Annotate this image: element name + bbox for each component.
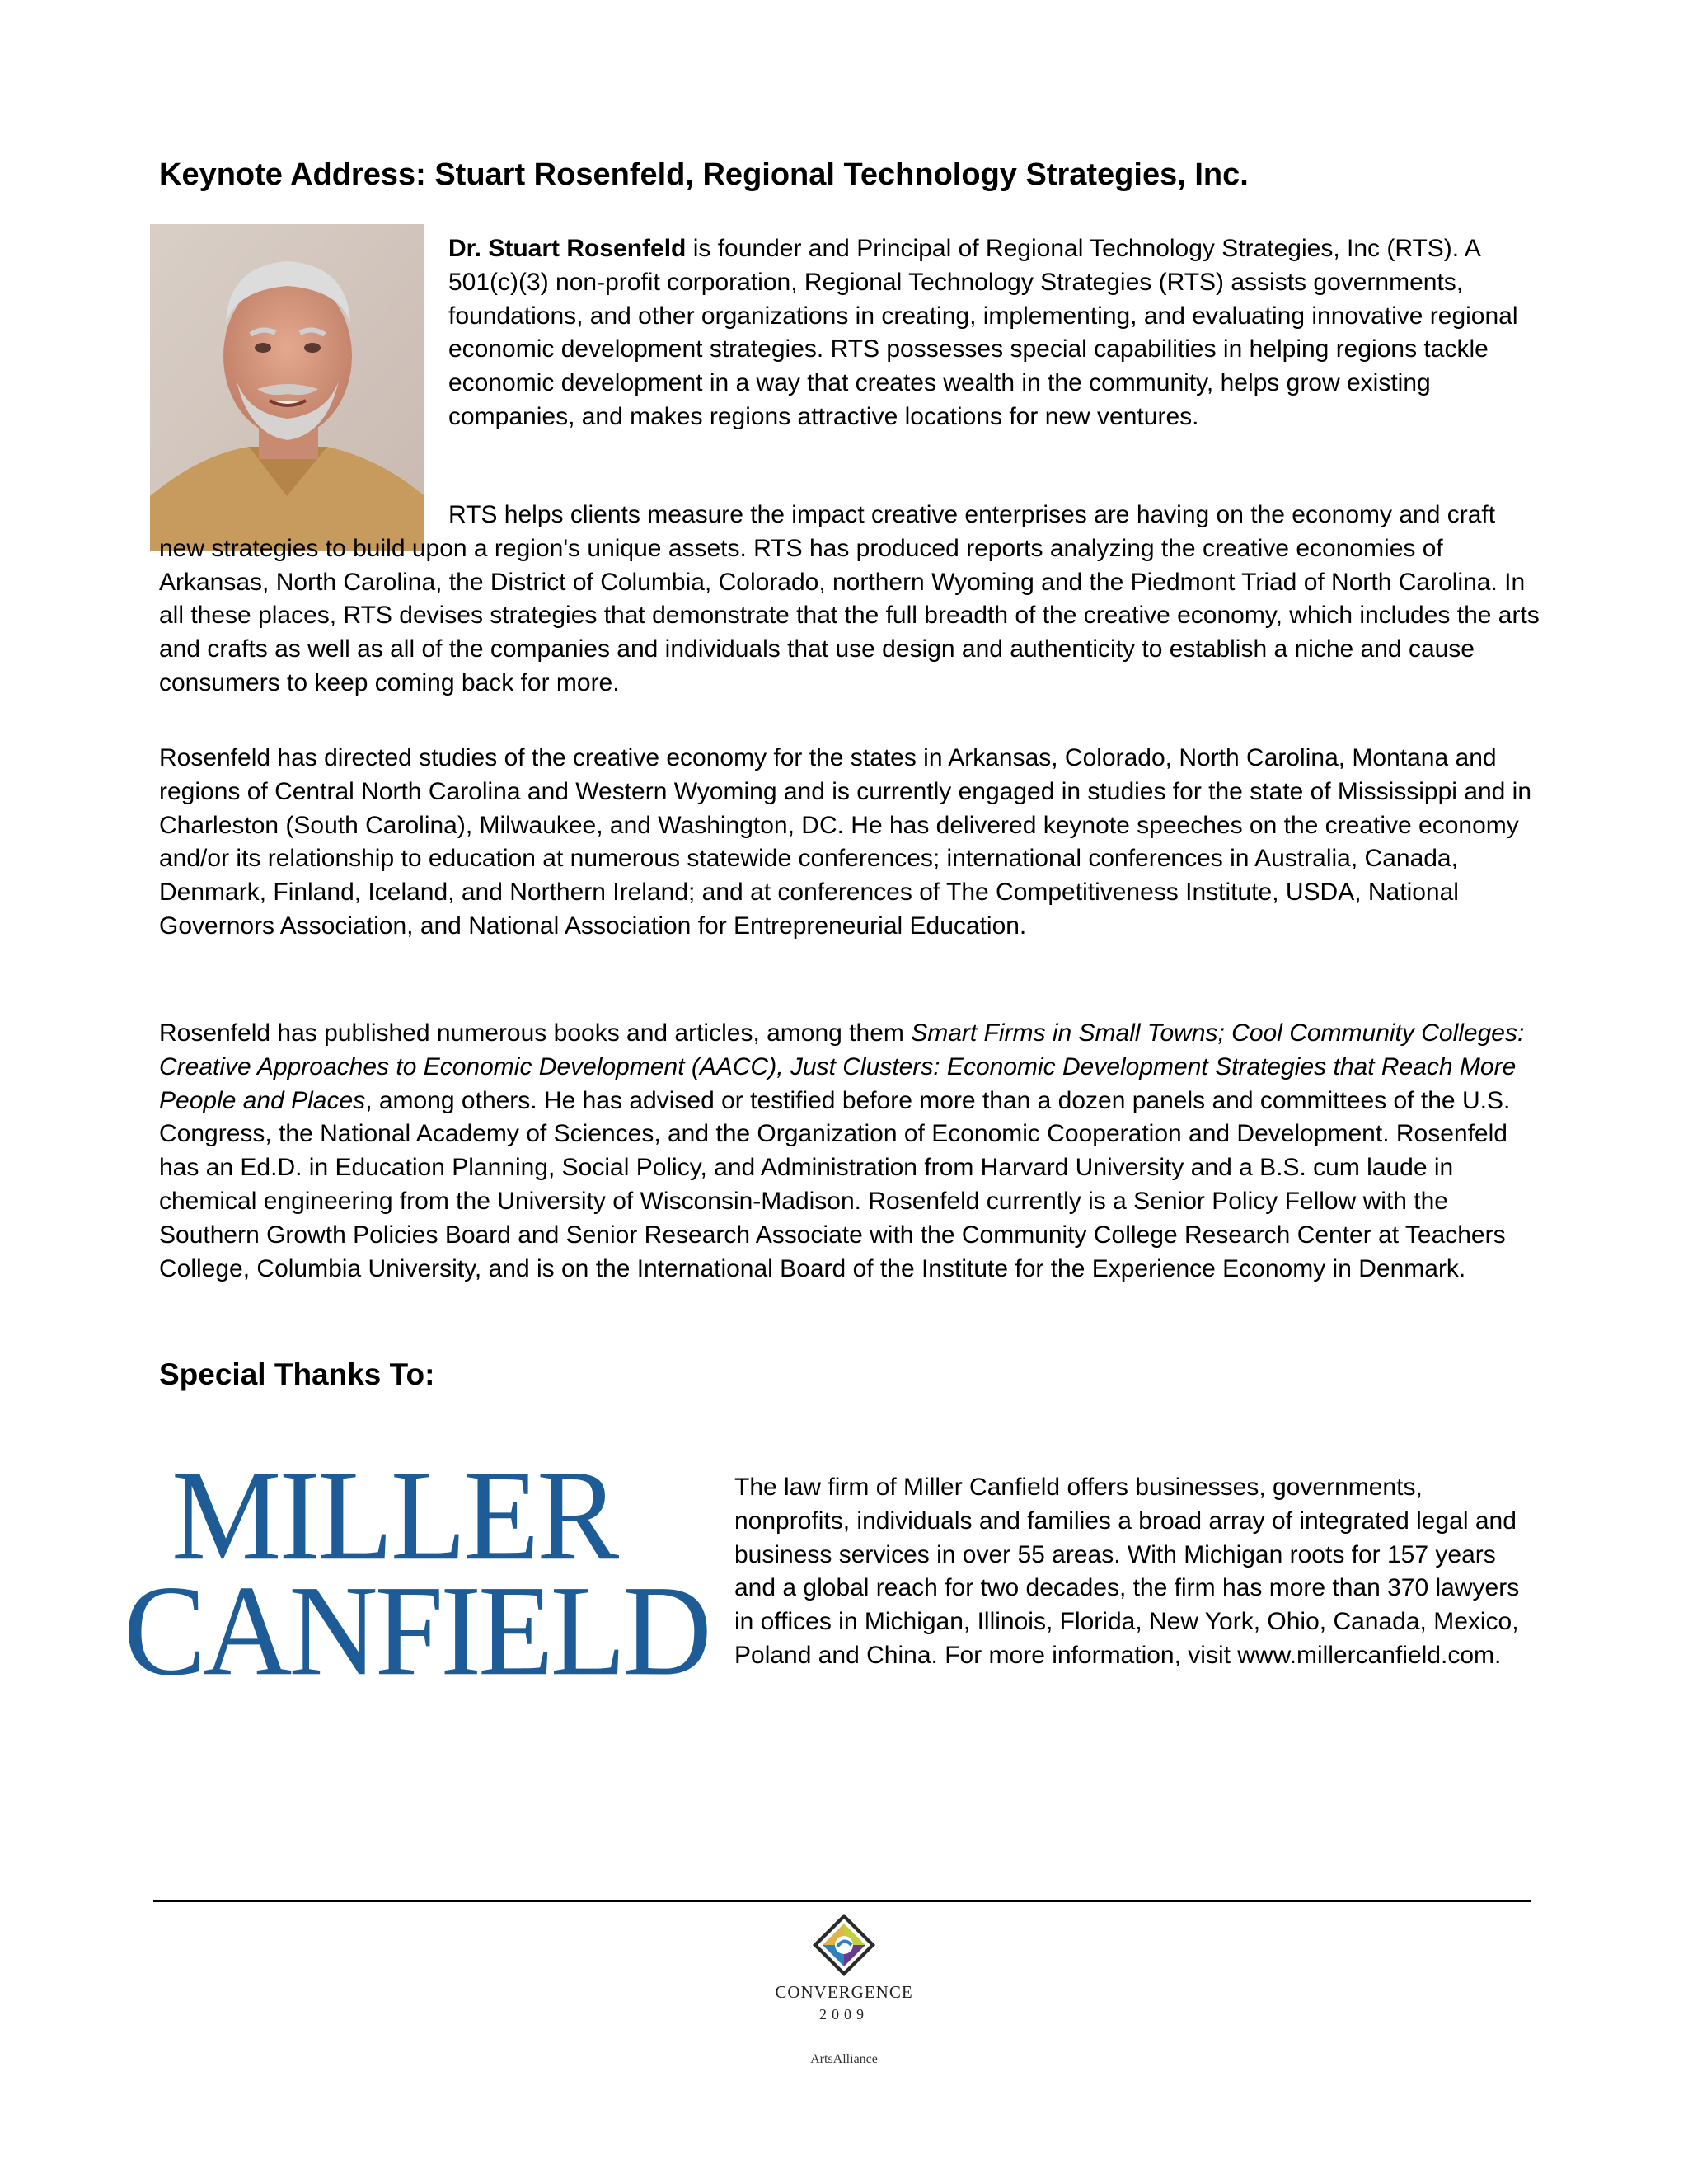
footer-divider — [153, 1900, 1531, 1902]
book-titles: Smart Firms in Small Towns; Cool Community Colleges: Creative Approaches to Economic Development (AACC), Just Clusters: Economic Development Strategies that Reach More People and Places — [159, 1019, 1525, 1114]
bio-intro-text: is founder and Principal of Regional Technology Strategies, Inc (RTS). A 501(c)(3) non-profit corporation, Regional Technology Strategies (RTS) assists governments, foundations, and other organizations in creating, implementing, and evaluating innovative regional economic development strategies. RTS possesses special capabilities in helping regions tackle economic development in a way that creates wealth in the community, helps grow existing companies, and makes regions attractive locations for new ventures. — [448, 235, 1518, 430]
special-thanks-title: Special Thanks To: — [159, 1357, 435, 1391]
bio-p4-start: Rosenfeld has published numerous books and articles, among them — [159, 1019, 912, 1047]
convergence-year: 2009 — [819, 2006, 869, 2022]
bio-p4-end: , among others. He has advised or testified before more than a dozen panels and committees of the U.S. Congress, the National Academy of Sciences, and the Organization of Economic Cooperation and Development. Rosenfeld has an Ed.D. in Education Planning, Social Policy, and Administration from Harvard University and a B.S. cum laude in chemical engineering from the University of Wisconsin-Madison. Rosenfeld currently is a Senior Policy Fellow with the Southern Growth Policies Board and Senior Research Associate with the Community College Research Center at Teachers College, Columbia University, and is on the International Board of the Institute for the Experience Economy in Denmark. — [159, 1086, 1511, 1282]
miller-canfield-description: The law firm of Miller Canfield offers businesses, governments, nonprofits, individuals and families a broad array of integrated legal and business services in over 55 areas. With Michigan roots for 157 years and a global reach for two decades, the firm has more than 370 lawyers in offices in Michigan, Illinois, Florida, New York, Ohio, Canada, Mexico, Poland and China. For more information, visit www.millercanfield.com. — [734, 1474, 1520, 1669]
logo-line-miller: MILLER — [171, 1443, 617, 1587]
convergence-diamond-icon — [811, 1912, 877, 1978]
arts-alliance-label: ArtsAlliance — [810, 2052, 878, 2066]
keynote-title: Keynote Address: Stuart Rosenfeld, Regional Technology Strategies, Inc. — [159, 157, 1249, 192]
convergence-name: CONVERGENCE — [775, 1982, 913, 2002]
bio-intro — [448, 232, 1536, 434]
bio-paragraph-3: Rosenfeld has directed studies of the creative economy for the states in Arkansas, Colorado, North Carolina, Montana and regions of Central North Carolina and Western Wyoming and is currently engaged in studies for the state of Mississippi and in Charleston (South Carolina), Milwaukee, and Washington, DC. He has delivered keynote speeches on the creative economy and/or its relationship to education at numerous statewide conferences; international conferences in Australia, Canada, Denmark, Finland, Iceland, and Northern Ireland; and at conferences of The Competitiveness Institute, USDA, National Governors Association, and National Association for Entrepreneurial Education. — [159, 744, 1532, 940]
miller-canfield-logo — [124, 1443, 713, 1703]
speaker-name: Dr. Stuart Rosenfeld — [448, 235, 687, 262]
bio-paragraph-4 — [159, 1017, 1544, 1286]
bio-paragraph-2: RTS helps clients measure the impact creative enterprises are having on the economy and craft new strategies to build upon a region's unique assets. RTS has produced reports analyzing the creative economies of Arkansas, North Carolina, the District of Columbia, Colorado, northern Wyoming and the Piedmont Triad of North Carolina. In all these places, RTS devises strategies that demonstrate that the full breadth of the creative economy, which includes the arts and crafts as well as all of the companies and individuals that use design and authenticity to establish a niche and cause consumers to keep coming back for more. — [159, 501, 1540, 696]
logo-line-canfield: CANFIELD — [124, 1558, 709, 1703]
